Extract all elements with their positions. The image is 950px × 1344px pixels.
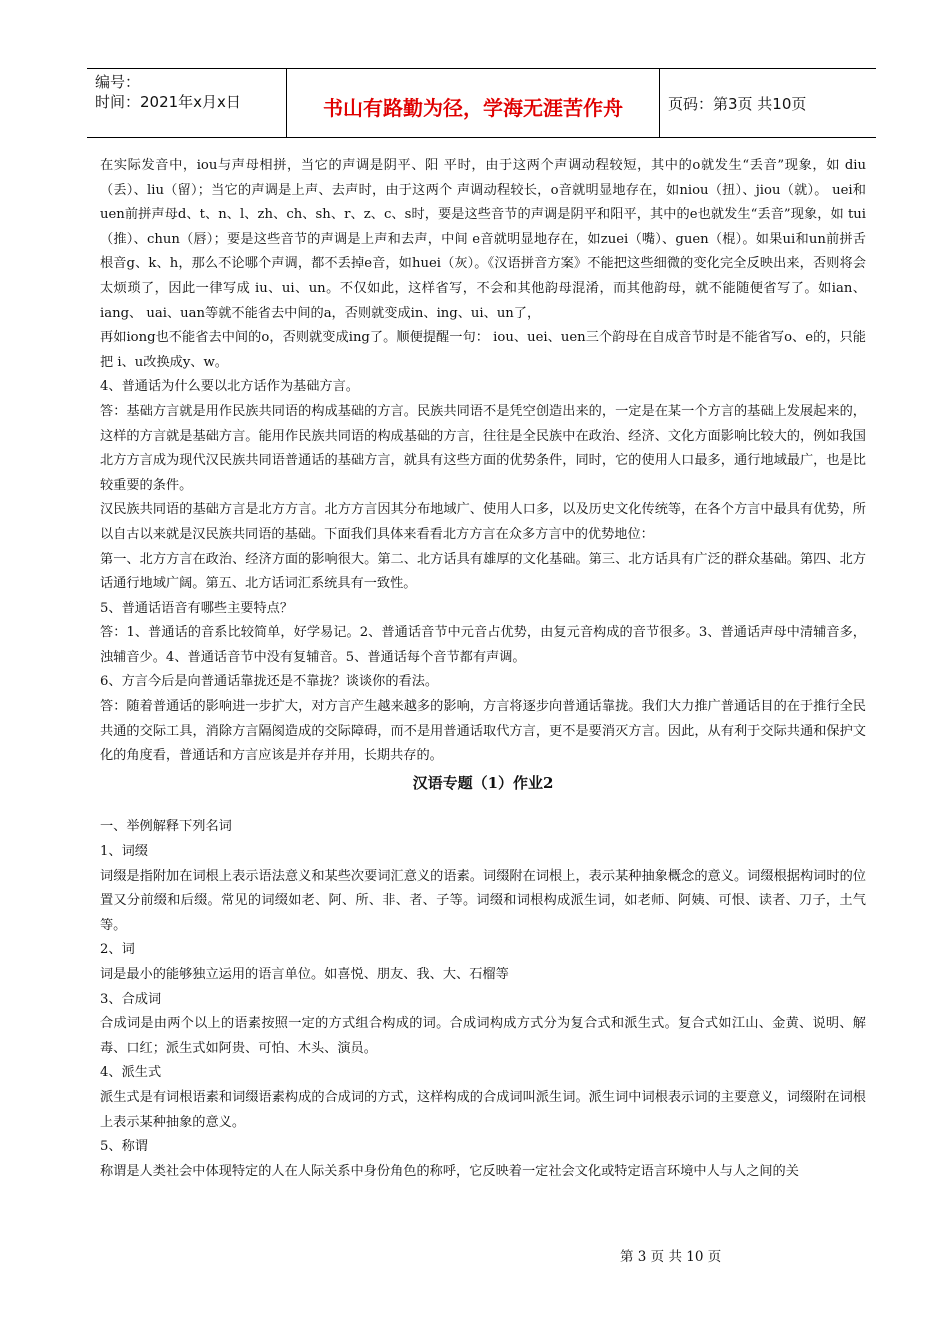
subsection-heading: 一、举例解释下列名词: [100, 819, 232, 835]
question-heading: 5、普通话语音有哪些主要特点？: [100, 600, 294, 616]
paragraph: 答：基础方言就是用作民族共同语的构成基础的方言。民族共同语不是凭空创造出来的，一定是在某一个方言的基础上发展起来的，这样的方言就是基础方言。能用作民族共同语的构成基础的方言，往往是全民族中在政治、经济、文化方面影响比较大的，例如我国北方方言成为现代汉民族共同语普通话的基础方言，就具有这些方面的优势条件，同时，它的使用人口最多，通行地域最广，也是比较重要的条件。: [100, 403, 866, 493]
paragraph: 在实际发音中，iou与声母相拼，当它的声调是阴平、阳 平时，由于这两个声调动程较短，其中的o就发生“丢音”现象，如 diu（丢）、liu（留）；当它的声调是上声、去声时，由于这两个 声调动程较长，o音就明显地存在，如niou（扭）、jiou（就）。 uei和uen前拼声母d、t、n、l、zh、ch、sh、r、z、c、s时，要是这些音节的声调是阴平和阳平，其中的e也就发生“丢音”现象，如 tui（推）、chun（唇）；要是这些音节的声调是上声和去声，中间 e音就明显地存在，如zuei（嘴）、guen（棍）。如果ui和un前拼舌根音g、k、h，那么不论哪个声调，都不丢掉e音，如huei（灰）。《汉语拼音方案》不能把这些细微的变化完全反映出来，否则将会太烦琐了，因此一律写成 iu、ui、un。不仅如此，这样省写，不会和其他韵母混淆，而其他韵母，就不能随便省写了。如ian、iang、 uai、uan等就不能省去中间的a，否则就变成in、ing、ui、un了，: [100, 158, 866, 321]
paragraph: 第一、北方方言在政治、经济方面的影响很大。第二、北方话具有雄厚的文化基础。第三、北方话具有广泛的群众基础。第四、北方话通行地域广阔。第五、北方话词汇系统具有一致性。: [100, 551, 866, 592]
page-footer: 第 3 页 共 10 页: [620, 1249, 722, 1265]
section-title: 汉语专题（1）作业2: [412, 773, 554, 792]
paragraph: 汉民族共同语的基础方言是北方方言。北方方言因其分布地域广、使用人口多，以及历史文化传统等，在各个方言中最具有优势，所以自古以来就是汉民族共同语的基础。下面我们具体来看看北方方言在众多方言中的优势地位：: [100, 502, 866, 542]
paragraph: 派生式是有词根语素和词缀语素构成的合成词的方式，这样构成的合成词叫派生词。派生词中词根表示词的主要意义，词缀附在词根上表示某种抽象的意义。: [100, 1089, 866, 1130]
paragraph: 词缀是指附加在词根上表示语法意义和某些次要词汇意义的语素。词缀附在词根上，表示某种抽象概念的意义。词缀根据构词时的位置又分前缀和后缀。常见的词缀如老、阿、所、非、者、子等。词缀和词根构成派生词，如老师、阿姨、可恨、读者、刀子，土气等。: [100, 868, 866, 933]
header-motto: 书山有路勤为径，学海无涯苦作舟: [287, 69, 660, 137]
document-body: [100, 154, 866, 1184]
header-meta: [87, 69, 287, 137]
term-heading: 2、词: [100, 942, 135, 958]
term-heading: 1、词缀: [100, 844, 148, 860]
number-label: 编号：: [95, 73, 141, 91]
paragraph: 答：随着普通话的影响进一步扩大，对方言产生越来越多的影响，方言将逐步向普通话靠拢。我们大力推广普通话目的在于推行全民共通的交际工具，消除方言隔阂造成的交际障碍，而不是用普通话取代方言，更不是要消灭方言。因此，从有利于交际共通和保护文化的角度看，普通话和方言应该是并存并用，长期共存的。: [100, 699, 866, 764]
term-heading: 5、称谓: [100, 1139, 148, 1155]
paragraph: 再如iong也不能省去中间的o，否则就变成ing了。顺便提醒一句： iou、uei、uen三个韵母在自成音节时是不能省写o、e的，只能把 i、u改换成y、w。: [100, 330, 866, 370]
question-heading: 4、普通话为什么要以北方话作为基础方言。: [100, 379, 359, 395]
term-heading: 4、派生式: [100, 1065, 162, 1081]
paragraph: 词是最小的能够独立运用的语言单位。如喜悦、朋友、我、大、石榴等: [100, 967, 509, 982]
page-header: [87, 68, 876, 138]
paragraph: 答：1、普通话的音系比较简单，好学易记。2、普通话音节中元音占优势，由复元音构成的音节很多。3、普通话声母中清辅音多，浊辅音少。4、普通话音节中没有复辅音。5、普通话每个音节都有声调。: [100, 625, 866, 665]
paragraph: 合成词是由两个以上的语素按照一定的方式组合构成的词。合成词构成方式分为复合式和派生式。复合式如江山、金黄、说明、解毒、口红；派生式如阿贵、可怕、木头、演员。: [100, 1016, 866, 1056]
time-label: 时间：2021年x月x日: [95, 93, 241, 111]
paragraph: 称谓是人类社会中体现特定的人在人际关系中身份角色的称呼，它反映着一定社会文化或特定语言环境中人与人之间的关: [100, 1163, 799, 1179]
header-page-label: 页码：第3页 共10页: [668, 94, 807, 113]
term-heading: 3、合成词: [100, 991, 162, 1007]
question-heading: 6、方言今后是向普通话靠拢还是不靠拢？谈谈你的看法。: [100, 674, 439, 690]
